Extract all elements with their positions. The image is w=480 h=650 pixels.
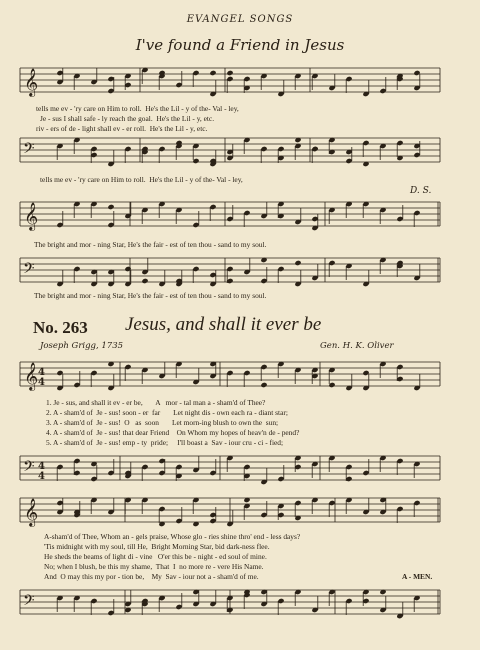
running-head: EVANGEL SONGS — [186, 14, 294, 25]
svg-text:4: 4 — [38, 377, 45, 388]
hymn-verse-2: 2. A - sham'd of Je - sus! soon - er far Let night dis - own each ra - diant star; — [46, 408, 288, 417]
svg-text:4: 4 — [38, 461, 45, 472]
staff-hymn-263-treble-1 — [20, 356, 440, 396]
hymn-refrain-5: And O may this my por - tion be, My Sav - iour not a - sham'd of me. — [44, 572, 259, 581]
note-head — [209, 70, 216, 76]
verse-lyric-2: Je - sus I shall safe - ly reach the goal. He's the Lil - y, etc. — [40, 114, 215, 123]
treble-clef-icon: 𝄞 — [24, 362, 39, 390]
ds-marking: D. S. — [410, 186, 432, 196]
author-credit: Joseph Grigg, 1735 — [40, 341, 124, 351]
bass-lyric-1: tells me ev - 'ry care on Him to roll. He's the Lil - y of the- Val - ley, — [40, 175, 243, 184]
staff-hymn-263-bass-1 — [20, 450, 440, 486]
time-signature-icon: 4 — [38, 367, 45, 378]
hymn-verse-5: 5. A - sham'd of Je - sus! emp - ty pride; I'll boast a Sav - iour cru - ci - fied; — [46, 438, 284, 447]
hymn-verse-1: 1. Je - sus, and shall it ev - er be, A mor - tal man a - sham'd of Thee? — [46, 398, 266, 407]
staff-system-2-treble — [20, 198, 440, 238]
note-head — [294, 260, 301, 266]
treble-clef-icon: 𝄞 — [24, 498, 39, 526]
hymn-refrain-4: No; when I blush, be this my shame, That I no more re - vere His Name. — [44, 562, 264, 571]
note-head — [107, 204, 114, 210]
refrain-bass-lyric: The bright and mor - ning Star, He's the fair - est of ten thou - sand to my soul. — [34, 291, 267, 300]
hymn-number: No. 263 — [33, 318, 88, 337]
hymn-verse-4: 4. A - sham'd of Je - sus! that dear Friend On Whom my hopes of heav'n de - pend? — [46, 428, 300, 437]
bass-clef-icon: 𝄢 — [23, 592, 35, 613]
amen-label: A - MEN. — [402, 572, 433, 581]
upper-hymn-title: I've found a Friend in Jesus — [135, 36, 345, 54]
hymn-title: Jesus, and shall it ever be — [125, 314, 322, 335]
refrain-lyric: The bright and mor - ning Star, He's the fair - est of ten thou - sand to my soul. — [34, 240, 267, 249]
svg-text:4: 4 — [38, 471, 45, 482]
staff-hymn-263-bass-2 — [20, 584, 440, 620]
composer-credit: Gen. H. K. Oliver — [320, 341, 394, 351]
note-head — [141, 278, 148, 284]
staff-system-1-treble — [20, 64, 440, 104]
verse-lyric-3: riv - ers of de - light shall ev - er roll. He's the Lil - y, etc. — [36, 124, 208, 133]
note-head — [226, 70, 233, 76]
hymn-refrain-1: A-sham'd of Thee, Whom an - gels praise, Whose glo - ries shine thro' end - less days? — [44, 532, 301, 541]
note-head — [260, 382, 267, 388]
hymn-refrain-2: 'Tis midnight with my soul, till He, Bright Morning Star, bid dark-ness flee. — [44, 542, 270, 551]
treble-clef-icon: 𝄞 — [24, 202, 39, 230]
treble-clef-icon: 𝄞 — [24, 68, 39, 96]
bass-clef-icon: 𝄢 — [23, 458, 35, 479]
staff-hymn-263-treble-2 — [20, 492, 440, 532]
hymn-verse-3: 3. A - sham'd of Je - sus! O as soon Let morn-ing blush to own the sun; — [46, 418, 279, 427]
verse-lyric-1: tells me ev - 'ry care on Him to roll. He's the Lil - y of the- Val - ley, — [36, 104, 239, 113]
staff-system-1-bass — [20, 134, 440, 170]
hymn-refrain-3: He sheds the beams of light di - vine O'er this be - night - ed soul of mine. — [44, 552, 267, 561]
bass-clef-icon: 𝄢 — [23, 260, 35, 281]
staff-system-2-bass — [20, 254, 440, 290]
bass-clef-icon: 𝄢 — [23, 140, 35, 161]
